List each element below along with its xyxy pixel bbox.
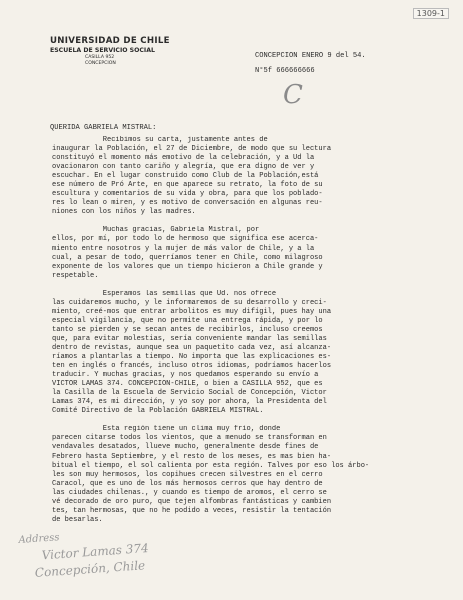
letterhead-school: ESCUELA DE SERVICIO SOCIAL — [50, 47, 155, 54]
handwritten-c-mark: C — [283, 80, 303, 110]
paragraph-4: Esta región tiene un clima muy frío, donde parecen citarse todos los vientos, que a menudo se transforman en vendavales desatados, llueve mucho, generalmente desde fines de Febrero hasta Septiembre, y el resto de los meses, es mas bien ha- bitual el tiempo, el sol calienta por esta región. Talves por eso los árbo- les son muy hermosos, los copihues crecen silvestres en el cerro Caracol, que es uno de los más hermosos cerros que hay dentro de las ciudades chilenas., y cuando es tiempo de aromos, el cerro se vé decorado de oro puro, que tejen alfombras fantásticas y cambien tes, tan hermosas, que no he podido a veces, resistir la tentación de besarlas. — [52, 425, 370, 524]
letterhead — [50, 36, 210, 66]
paragraph-2: Muchas gracias, Gabriela Mistral, por ellos, por mí, por todo lo de hermoso que significa ese acerca- miento entre nosotros y la mujer de más valor de Chile, y a la cual, a pesar de todo, querríamos tener en Chile, como milagroso exponente de los valores que un tiempo hicieron a Chile grande y respetable. — [52, 226, 323, 280]
letterhead-city: CONCEPCION — [85, 61, 116, 66]
paragraph-3: Esperamos las semillas que Ud. nos ofrece las cuidaremos mucho, y le informaremos de su desarrollo y creci- miento, creé-mos que entrar arbolitos es muy difígil, pues hay una especial vigilancia, que no permite una entrega rápida, y por lo tanto se pierden y se secan antes de recibirlos, incluso creemos que, para evitar molestias, sería conveniente mandar las semillas dentro de revistas, aunque sea un paquetito cada vez, así alcanza- ríamos a plantarlas a tiempo. No importa que las explicaciones es- ten en inglés o francés, incluso otros idiomas, podríamos hacerlos traducir. Y muchas gracias, y nos quedamos esperando su envío a VICTOR LAMAS 374. CONCEPCION-CHILE, o bien a CASILLA 952, que es la Casilla de la Escuela de Servicio Social de Concepción, Victor Lamas 374, es mi dirección, y yo soy por ahora, la Presidenta del Comité Directivo de la Población GABRIELA MISTRAL. — [52, 289, 332, 416]
salutation: QUERIDA GABRIELA MISTRAL: — [50, 124, 157, 132]
letterhead-box: CASILLA 952 — [85, 55, 115, 60]
letter-body — [52, 136, 448, 534]
date-line: CONCEPCION ENERO 9 del 54. — [255, 52, 366, 60]
archive-number: 1309-1 — [413, 8, 449, 19]
note-line-1: Address — [18, 532, 60, 546]
note-line-2: Victor Lamas 374 — [41, 540, 150, 563]
paragraph-1: Recibimos su carta, justamente antes de inaugurar la Población, el 27 de Diciembre, de modo que su lectura constituyó el momento más emotivo de la celebración, y a Ud la ovacionaron con tanto cariño y alegría, que era digno de ver y escuchar. En el lugar construido como Club de la Población,está ese número de Pró Arte, en que aparece su retrato, la foto de su escultura y comentarios de su vida y obra, para que los poblado- res lo lean o miren, y es motivo de conversación en algunas reu- niones con los niños y las madres. — [52, 136, 332, 217]
note-line-3: Concepción, Chile — [34, 558, 146, 580]
handwritten-address-note — [18, 523, 150, 583]
letterhead-university: UNIVERSIDAD DE CHILE — [50, 36, 170, 46]
reference-line: N°5f 666666666 — [255, 67, 315, 75]
